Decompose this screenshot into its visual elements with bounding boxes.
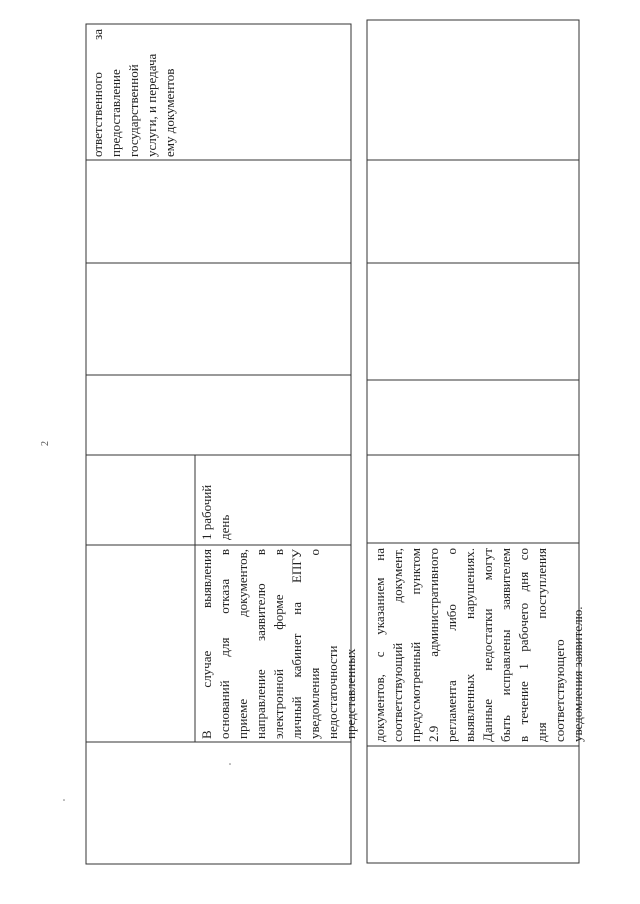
speck — [229, 763, 231, 765]
cell-action: В случае выявления оснований для отказа в приеме документов, направление заявителю в электронной форме в личный кабинет на ЕПГУ уведомления о недостаточности представленных — [199, 549, 358, 739]
cell-action-continued: документов, с указанием на соответствующий документ, предусмотренный пунктом 2.9 административного регламента либо о выявленных нарушениях. Данные недостатки могут быть исправлены заявителем в течение 1 рабочего дня со дня поступления соответствующего уведомления заявителю. — [372, 548, 585, 742]
cell-term: 1 рабочий день — [199, 484, 232, 540]
page-number: 2 — [40, 441, 51, 446]
cell-responsible: ответственного за предоставление государственной услуги, и передача ему документов — [90, 29, 177, 157]
speck — [63, 799, 65, 801]
